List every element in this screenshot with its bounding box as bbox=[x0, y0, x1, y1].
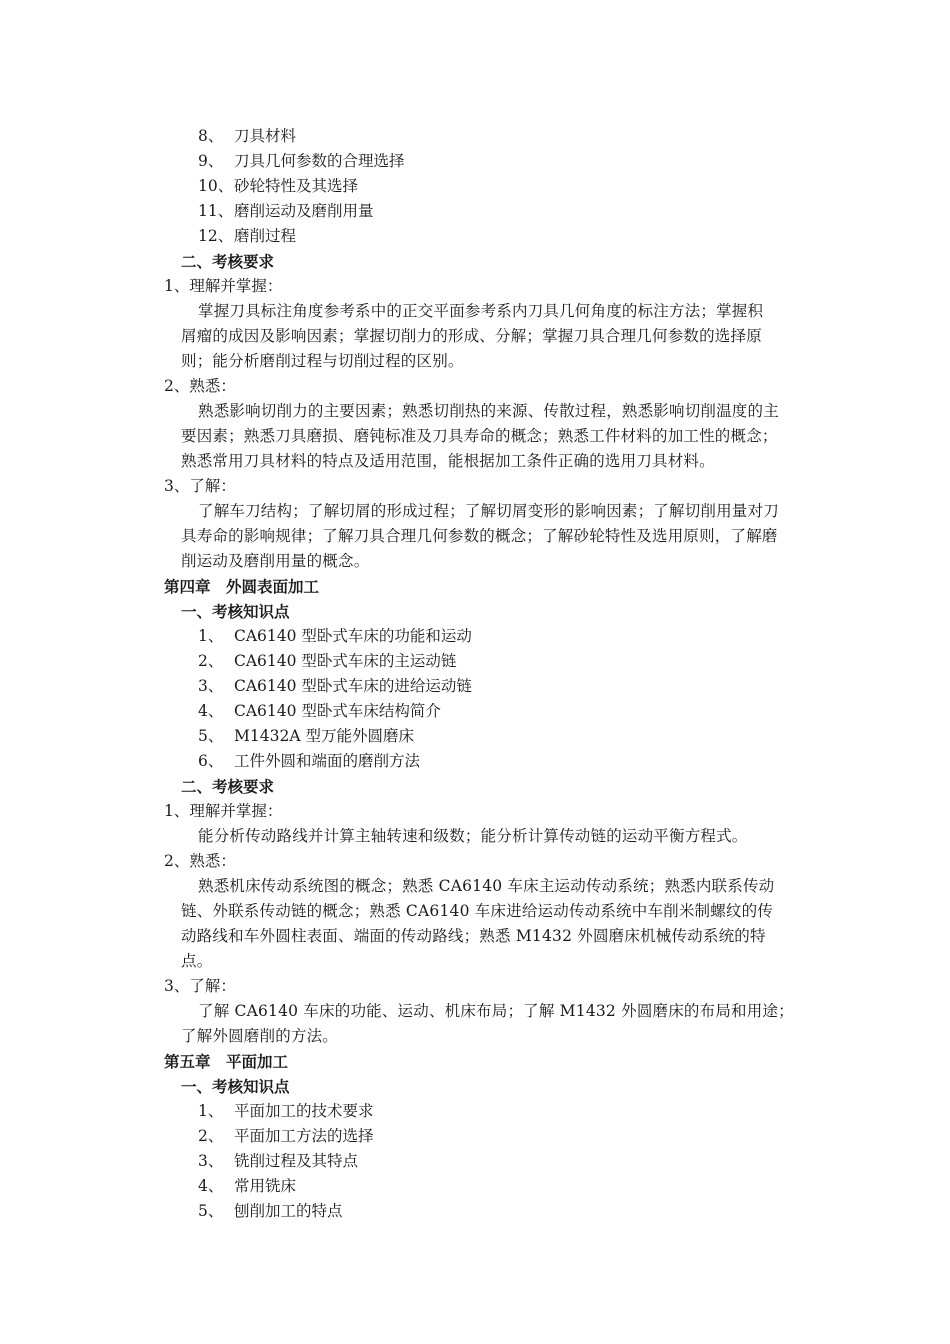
paragraph: 了解车刀结构；了解切屑的形成过程；了解切屑变形的影响因素；了解切削用量对刀 具寿命的影响规律；了解刀具合理几何参数的概念；了解砂轮特性及选用原则，了解磨 削运动及磨削用量的概念。 bbox=[181, 502, 779, 570]
subsection-heading: 1、理解并掌握： bbox=[164, 277, 283, 295]
paragraph: 能分析传动路线并计算主轴转速和级数；能分析计算传动链的运动平衡方程式。 bbox=[198, 827, 748, 845]
list-item: 1、 平面加工的技术要求 bbox=[198, 1102, 374, 1120]
list-item: 10、砂轮特性及其选择 bbox=[198, 177, 359, 195]
section-heading: 一、考核知识点 bbox=[181, 1077, 290, 1096]
paragraph: 了解 CA6140 车床的功能、运动、机床布局；了解 M1432 外圆磨床的布局和用途； 了解外圆磨削的方法。 bbox=[181, 1002, 794, 1045]
document-body bbox=[164, 124, 794, 1224]
list-item: 5、 M1432A 型万能外圆磨床 bbox=[198, 727, 414, 745]
list-item: 4、 CA6140 型卧式车床结构简介 bbox=[198, 702, 441, 720]
paragraph: 掌握刀具标注角度参考系中的正交平面参考系内刀具几何角度的标注方法；掌握积 屑瘤的成因及影响因素；掌握切削力的形成、分解；掌握刀具合理几何参数的选择原 则；能分析磨削过程与切削过程的区别。 bbox=[181, 302, 764, 370]
list-item: 2、 CA6140 型卧式车床的主运动链 bbox=[198, 652, 457, 670]
list-item: 3、 铣削过程及其特点 bbox=[198, 1152, 359, 1170]
section-heading: 二、考核要求 bbox=[181, 777, 275, 796]
chapter-heading: 第五章 平面加工 bbox=[164, 1052, 289, 1071]
list-item: 9、 刀具几何参数的合理选择 bbox=[198, 152, 405, 170]
subsection-heading: 3、了解： bbox=[164, 977, 236, 995]
subsection-heading: 1、理解并掌握： bbox=[164, 802, 283, 820]
subsection-heading: 2、熟悉： bbox=[164, 852, 236, 870]
list-item: 8、 刀具材料 bbox=[198, 127, 297, 145]
subsection-heading: 2、熟悉： bbox=[164, 377, 236, 395]
list-item: 12、磨削过程 bbox=[198, 227, 297, 245]
paragraph: 熟悉机床传动系统图的概念；熟悉 CA6140 车床主运动传动系统；熟悉内联系传动 链、外联系传动链的概念；熟悉 CA6140 车床进给运动传动系统中车削米制螺纹的传 动路线和车外圆柱表面、端面的传动路线；熟悉 M1432 外圆磨床机械传动系统的特 点。 bbox=[181, 877, 775, 970]
paragraph: 熟悉影响切削力的主要因素；熟悉切削热的来源、传散过程，熟悉影响切削温度的主 要因素；熟悉刀具磨损、磨钝标准及刀具寿命的概念；熟悉工件材料的加工性的概念； 熟悉常用刀具材料的特点及适用范围，能根据加工条件正确的选用刀具材料。 bbox=[181, 402, 779, 470]
section-heading: 二、考核要求 bbox=[181, 252, 275, 271]
list-item: 6、 工件外圆和端面的磨削方法 bbox=[198, 752, 421, 770]
section-heading: 一、考核知识点 bbox=[181, 602, 290, 621]
subsection-heading: 3、了解： bbox=[164, 477, 236, 495]
chapter-heading: 第四章 外圆表面加工 bbox=[164, 577, 320, 596]
list-item: 11、磨削运动及磨削用量 bbox=[198, 202, 374, 220]
list-item: 3、 CA6140 型卧式车床的进给运动链 bbox=[198, 677, 472, 695]
list-item: 5、 刨削加工的特点 bbox=[198, 1202, 343, 1220]
list-item: 2、 平面加工方法的选择 bbox=[198, 1127, 374, 1145]
list-item: 1、 CA6140 型卧式车床的功能和运动 bbox=[198, 627, 472, 645]
list-item: 4、 常用铣床 bbox=[198, 1177, 297, 1195]
